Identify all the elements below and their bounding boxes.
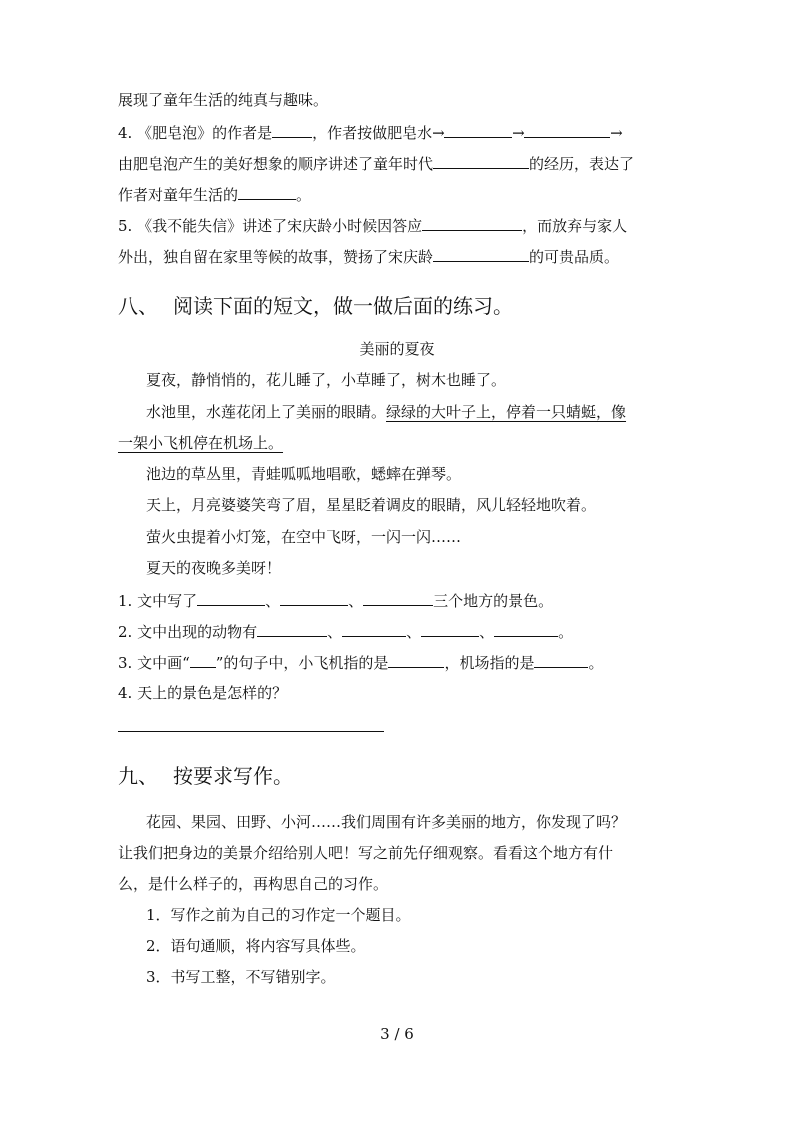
question-number: 4. [118, 124, 133, 142]
passage-paragraph: 夏夜，静悄悄的，花儿睡了，小草睡了，树木也睡了。 [146, 371, 507, 389]
separator: 、 [348, 592, 364, 610]
question-text: 外出，独自留在家里等候的故事，赞扬了宋庆龄 [118, 248, 434, 266]
question-text: 天上的景色是怎样的？ [137, 684, 288, 702]
answer-blank[interactable] [238, 184, 296, 200]
section-title: 阅读下面的短文，做一做后面的练习。 [173, 294, 513, 318]
underlined-sentence: 绿绿的大叶子上，停着一只蜻蜓，像 [386, 403, 627, 421]
writing-requirement: 1．写作之前为自己的习作定一个题目。 [146, 906, 411, 924]
question-5-line-2 [118, 246, 619, 267]
passage-paragraph: 天上，月亮婆婆笑弯了眉，星星眨着调皮的眼睛，风儿轻轻地吹着。 [146, 496, 597, 514]
passage-paragraph: 夏天的夜晚多美呀！ [146, 559, 282, 577]
question-number: 2. [118, 623, 133, 641]
question-text: ，而放弃与家人 [522, 217, 628, 235]
question-text: ，作者按做肥皂水 [312, 124, 433, 142]
section-number: 八、 [118, 294, 158, 318]
question-text: 文中画“ [137, 654, 190, 672]
passage-paragraph: 萤火虫提着小灯笼，在空中飞呀，一闪一闪…… [146, 528, 462, 546]
question-number: 1. [118, 592, 133, 610]
question-number: 3. [118, 654, 133, 672]
question-text: ”的句子中，小飞机指的是 [215, 654, 389, 672]
question-text: 《我不能失信》讲述了宋庆龄小时候因答应 [137, 217, 423, 235]
separator: 、 [479, 623, 495, 641]
question-number: 4. [118, 684, 133, 702]
answer-blank[interactable] [534, 652, 588, 668]
answer-blank[interactable] [197, 590, 265, 606]
answer-blank[interactable] [272, 122, 312, 138]
question-text: ，机场指的是 [444, 654, 535, 672]
question-5-line-1 [118, 215, 627, 236]
question-text: 。 [588, 654, 604, 672]
answer-blank[interactable] [280, 590, 348, 606]
answer-blank[interactable] [524, 122, 610, 138]
answer-blank[interactable] [422, 215, 522, 231]
answer-blank[interactable] [363, 590, 433, 606]
separator: 、 [265, 592, 281, 610]
question-4 [118, 683, 287, 703]
writing-prompt-line: 让我们把身边的美景介绍给别人吧！写之前先仔细观察。看看这个地方有什 [118, 844, 614, 862]
passage-text: 水池里，水莲花闭上了美丽的眼睛。 [146, 403, 387, 421]
answer-line[interactable] [118, 731, 384, 732]
question-4-line-3 [118, 184, 311, 205]
question-text: 的经历，表达了 [529, 155, 635, 173]
writing-requirement: 2．语句通顺，将内容写具体些。 [146, 937, 366, 955]
underline-sample [190, 652, 216, 668]
question-text: 作者对童年生活的 [118, 186, 239, 204]
section-8-heading [118, 293, 513, 319]
separator: 、 [327, 623, 343, 641]
passage-paragraph-continued [118, 433, 283, 453]
passage-title: 美丽的夏夜 [359, 340, 435, 358]
question-4-line-1 [118, 122, 622, 143]
writing-prompt-line: 么，是什么样子的，再构思自己的习作。 [118, 875, 389, 893]
question-text: 文中出现的动物有 [137, 623, 258, 641]
question-number: 5. [118, 217, 133, 235]
question-3 [118, 652, 603, 673]
question-text: 《肥皂泡》的作者是 [137, 124, 273, 142]
answer-blank[interactable] [421, 621, 479, 637]
writing-requirement: 3．书写工整，不写错别字。 [146, 968, 336, 986]
answer-blank[interactable] [444, 122, 512, 138]
section-9-heading [118, 763, 293, 789]
answer-blank[interactable] [342, 621, 406, 637]
question-text: 的可贵品质。 [529, 248, 620, 266]
question-2 [118, 621, 573, 642]
section-number: 九、 [118, 764, 158, 788]
question-text: 由肥皂泡产生的美好想象的顺序讲述了童年时代 [118, 155, 434, 173]
page-number: 3 / 6 [380, 1025, 414, 1043]
arrow-right-icon: → [432, 124, 445, 142]
text-line: 展现了童年生活的纯真与趣味。 [118, 91, 329, 109]
separator: 、 [406, 623, 422, 641]
question-1 [118, 590, 553, 611]
question-text: 。 [558, 623, 574, 641]
question-text: 文中写了 [137, 592, 198, 610]
passage-paragraph: 池边的草丛里，青蛙呱呱地唱歌，蟋蟀在弹琴。 [146, 465, 462, 483]
answer-blank[interactable] [494, 621, 558, 637]
writing-prompt-line: 花园、果园、田野、小河……我们周围有许多美丽的地方，你发现了吗？ [146, 813, 627, 831]
arrow-right-icon: → [512, 124, 525, 142]
section-title: 按要求写作。 [173, 764, 293, 788]
question-text: 。 [296, 186, 312, 204]
arrow-right-icon: → [610, 124, 623, 142]
answer-blank[interactable] [433, 246, 529, 262]
answer-blank[interactable] [433, 153, 529, 169]
question-4-line-2 [118, 153, 634, 174]
answer-blank[interactable] [388, 652, 444, 668]
underlined-sentence: 一架小飞机停在机场上。 [118, 434, 284, 452]
passage-paragraph [146, 402, 626, 422]
answer-blank[interactable] [257, 621, 327, 637]
question-text: 三个地方的景色。 [433, 592, 554, 610]
